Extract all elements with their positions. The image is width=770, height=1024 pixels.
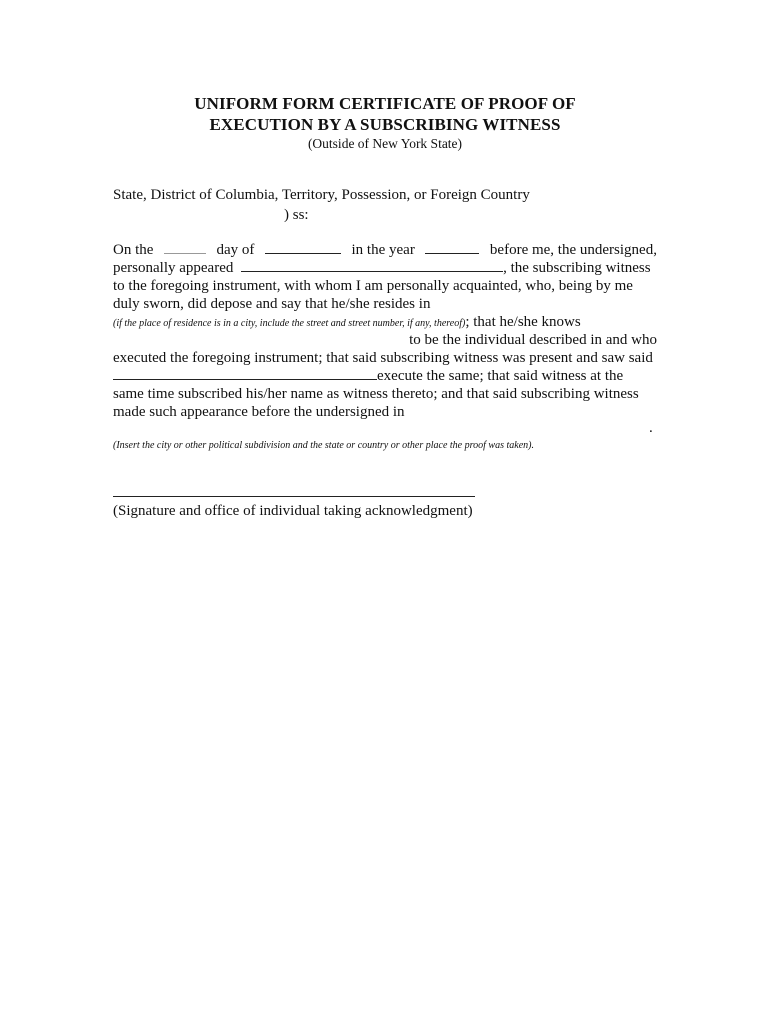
he-she-knows-text: ; that he/she knows	[465, 314, 581, 330]
body-line-10: made such appearance before the undersigned in	[113, 404, 405, 420]
body-line-6: to be the individual described in and who	[409, 332, 657, 348]
signature-label: (Signature and office of individual taking acknowledgment)	[113, 503, 473, 519]
month-blank[interactable]	[265, 241, 341, 254]
subscribing-witness-text: , the subscribing witness	[503, 260, 651, 276]
before-me-text: before me, the undersigned,	[489, 242, 657, 258]
body-line-9: same time subscribed his/her name as witness thereto; and that said subscribing witness	[113, 386, 639, 402]
body-line-7: executed the foregoing instrument; that said subscribing witness was present and saw said	[113, 350, 653, 366]
document-subtitle: (Outside of New York State)	[307, 136, 463, 151]
place-note	[113, 435, 657, 455]
signature-line[interactable]	[113, 496, 475, 497]
body-line-1	[113, 241, 657, 259]
document-title-line-2: EXECUTION BY A SUBSCRIBING WITNESS	[209, 115, 561, 134]
body-line-3: to the foregoing instrument, with whom I am personally acquainted, who, being by me	[113, 278, 633, 294]
place-note-text: (Insert the city or other political subdivision and the state or country or other place the proof was taken).	[113, 440, 534, 451]
day-of-text: day of	[216, 242, 255, 258]
closing-period: .	[649, 420, 653, 436]
personally-appeared-text: personally appeared	[113, 260, 234, 276]
body-line-2	[113, 259, 657, 277]
year-blank[interactable]	[425, 241, 479, 254]
day-blank[interactable]	[164, 241, 206, 254]
body-line-4: duly sworn, did depose and say that he/she resides in	[113, 296, 431, 312]
document-title-line-1: UNIFORM FORM CERTIFICATE OF PROOF OF	[194, 94, 576, 113]
residence-note: (if the place of residence is in a city, include the street and street number, if any, thereof)	[113, 318, 466, 329]
witness-name-blank[interactable]	[241, 259, 503, 272]
in-the-year-text: in the year	[351, 242, 415, 258]
body-line-5	[113, 313, 657, 333]
principal-name-blank[interactable]	[113, 367, 377, 380]
body-line-8	[113, 367, 657, 385]
venue-line: State, District of Columbia, Territory, Possession, or Foreign Country	[113, 187, 530, 203]
ss-text: ) ss:	[284, 207, 309, 223]
on-the-text: On the	[113, 242, 154, 258]
execute-the-same-text: execute the same; that said witness at the	[377, 368, 624, 384]
